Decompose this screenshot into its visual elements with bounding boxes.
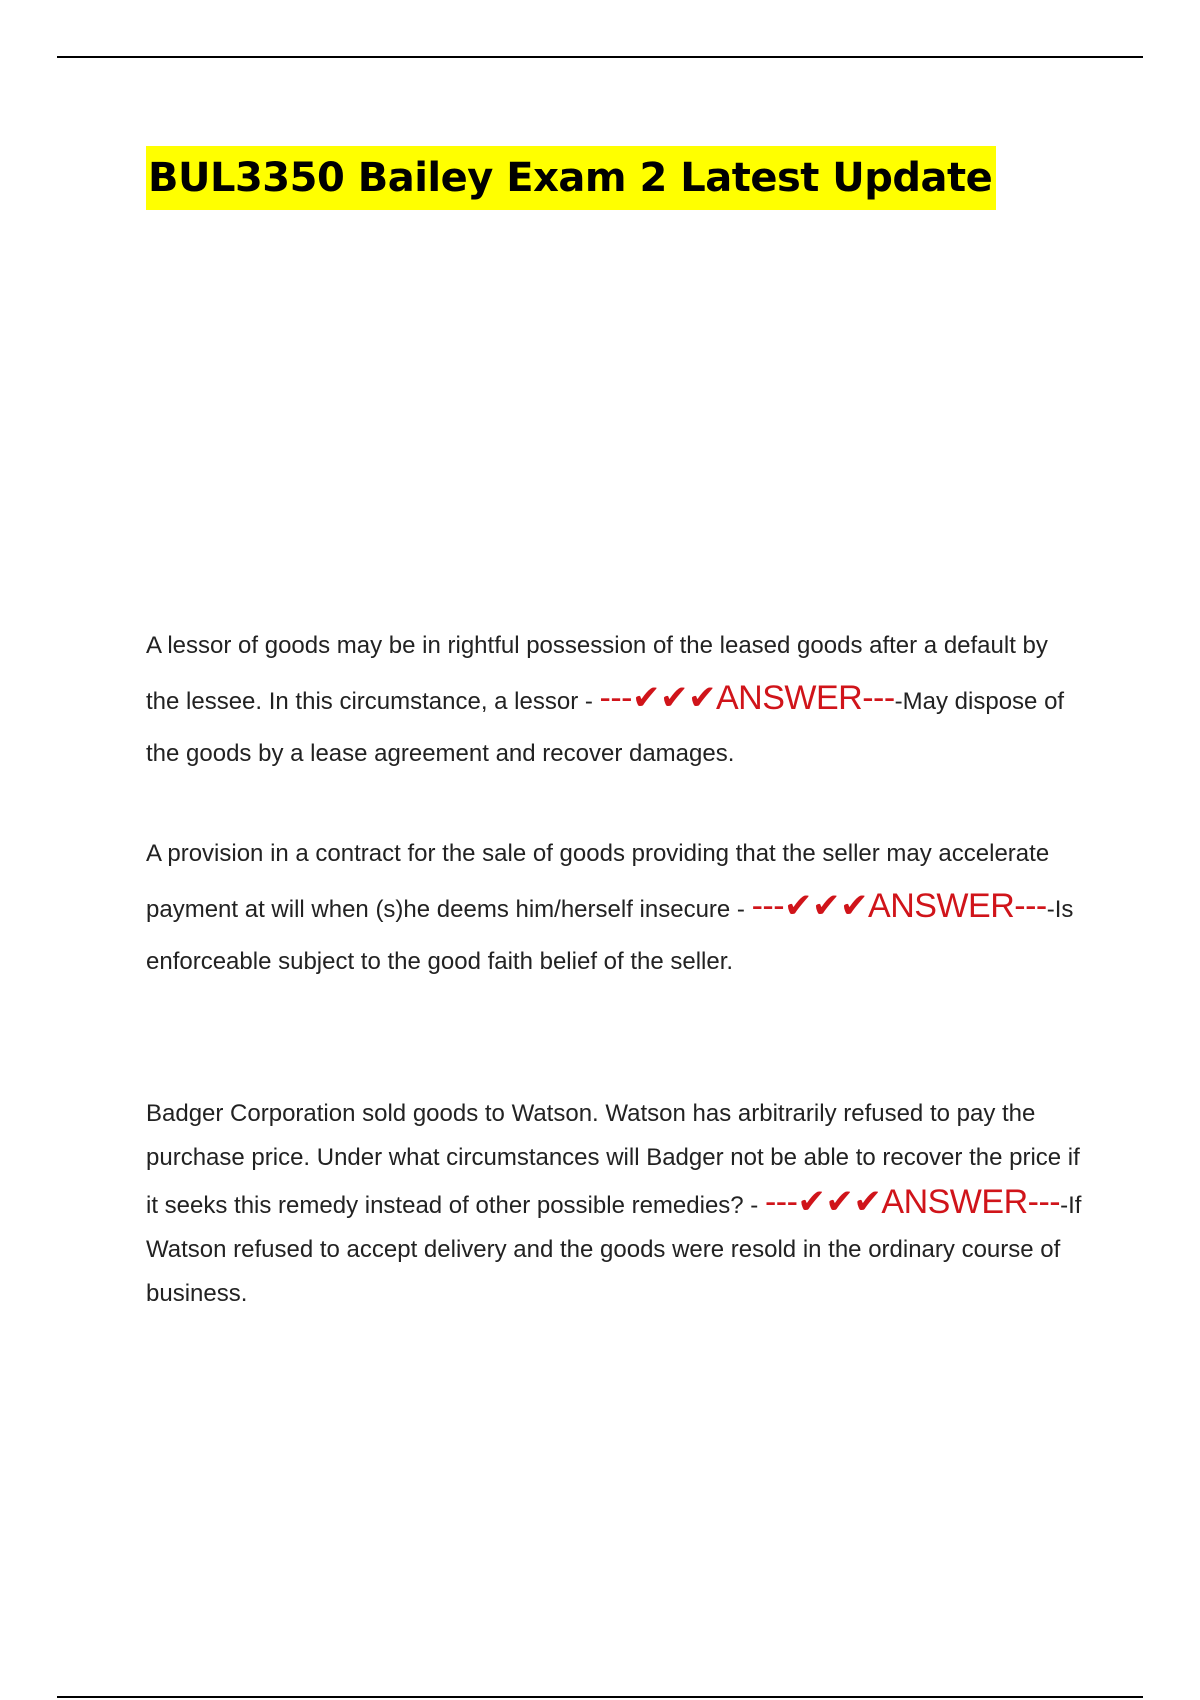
header-rule xyxy=(57,56,1143,58)
answer-text: -If Watson refused to accept delivery and the goods were resold in the ordinary course of business. xyxy=(146,1192,1082,1307)
document-title: BUL3350 Bailey Exam 2 Latest Update xyxy=(146,146,996,210)
answer-marker: ---✔✔✔ANSWER--- xyxy=(599,679,895,717)
question-text: A lessor of goods may be in rightful possession of the leased goods after a default by the lessee. In this circumstance, a lessor - xyxy=(146,632,1048,715)
answer-marker: ---✔✔✔ANSWER--- xyxy=(764,1183,1061,1221)
answer-text: -Is enforceable subject to the good faith belief of the seller. xyxy=(146,896,1074,975)
footer-rule xyxy=(57,1696,1143,1698)
qa-item xyxy=(146,620,1086,780)
qa-item xyxy=(146,1092,1086,1316)
question-text: A provision in a contract for the sale of goods providing that the seller may accelerate payment at will when (s)he deems him/herself insecure - xyxy=(146,840,1050,923)
qa-item xyxy=(146,828,1086,988)
answer-text: -May dispose of the goods by a lease agreement and recover damages. xyxy=(146,688,1065,767)
answer-marker: ---✔✔✔ANSWER--- xyxy=(751,887,1047,925)
question-text: Badger Corporation sold goods to Watson. Watson has arbitrarily refused to pay the purchase price. Under what circumstances will Badger not be able to recover the price if it seeks this remedy instead of other possible remedies? - xyxy=(146,1100,1080,1219)
